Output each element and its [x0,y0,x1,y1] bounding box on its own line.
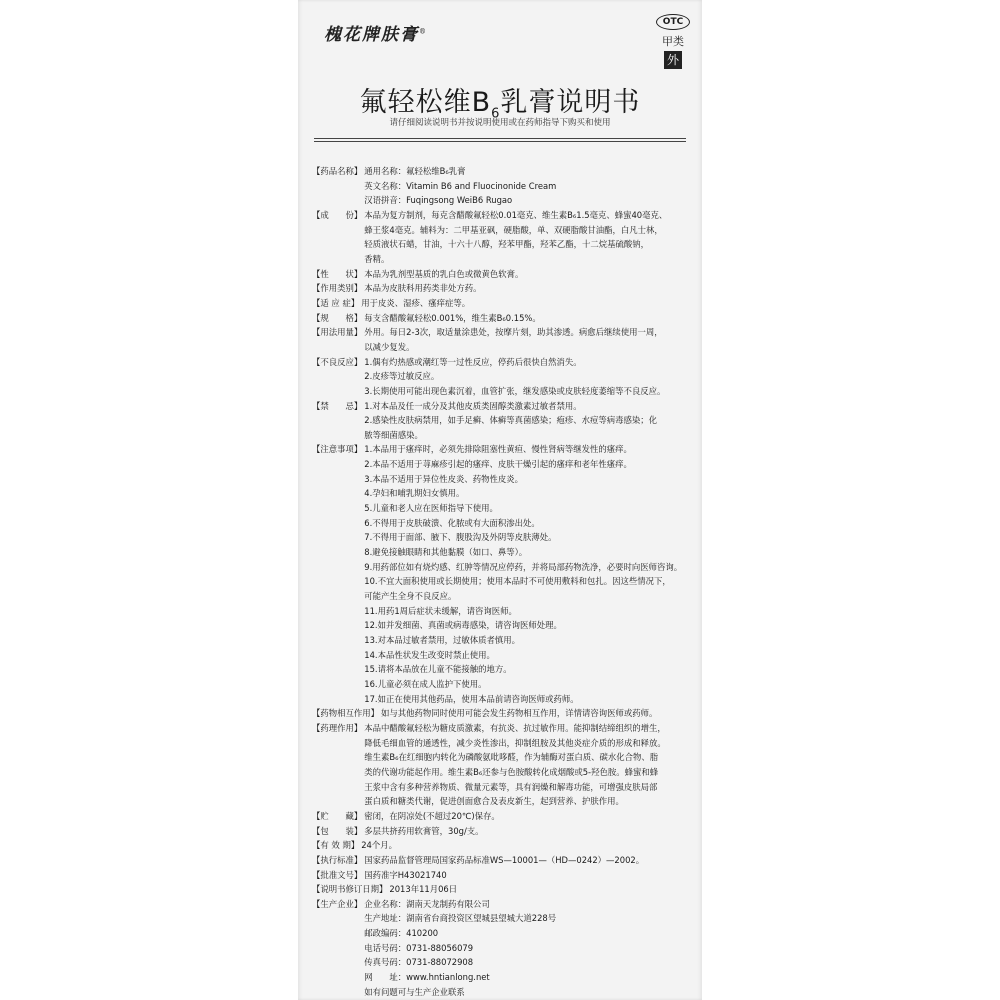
document-subtitle: 请仔细阅读说明书并按说明使用或在药师指导下购买和使用 [389,118,611,128]
section-body [364,311,696,326]
otc-badge: OTC [656,14,690,30]
section-label: 【药理作用】 [312,722,363,733]
section-line: 用于皮炎、湿疹、瘙痒症等。 [361,297,471,308]
divider-top [314,138,686,139]
section-line: 电话号码：0731-88056079 [364,942,474,953]
section-body [364,868,696,883]
section-label: 【用法用量】 [312,327,363,338]
section-body [364,897,696,1000]
section-label: 【规 格】 [312,312,363,323]
section-line: 蜂王浆4毫克。辅料为：二甲基亚砜，硬脂酸，单、双硬脂酸甘油酯，白凡士林， [364,224,663,235]
section-body [364,164,696,208]
section-line: 如与其他药物同时使用可能会发生药物相互作用，详情请咨询医师或药师。 [381,708,658,719]
section-line: 本品为复方制剂，每克含醋酸氟轻松0.01毫克、维生素B₆1.5毫克、蜂蜜40毫克、 [364,209,668,220]
section-body [364,281,696,296]
section-11 [312,721,696,809]
section-line: 国家药品监督管理局国家药品标准WS—10001—（HD—0242）—2002。 [364,854,645,865]
section-17 [312,882,696,897]
section-line: 24个月。 [361,840,397,851]
section-label: 【有 效 期】 [312,840,360,851]
section-line: 2.本品不适用于荨麻疹引起的瘙痒、皮肤干燥引起的瘙痒和老年性瘙痒。 [364,459,632,470]
section-line: 网 址：www.hntianlong.net [364,972,490,983]
section-line: 蛋白质和糖类代谢，促进创面愈合及表皮新生，起到营养、护肤作用。 [364,796,624,807]
brand-name: 槐花牌肤膏 [324,25,419,45]
section-5 [312,311,696,326]
section-9 [312,442,696,706]
section-line: 英文名称：Vitamin B6 and Fluocinonide Cream [364,180,557,191]
section-line: 2.感染性皮肤病禁用，如手足癣、体癣等真菌感染；疱疹、水痘等病毒感染；化 [364,415,657,426]
section-line: 7.不得用于面部、腋下、腹股沟及外阴等皮肤薄处。 [364,532,557,543]
section-line: 5.儿童和老人应在医师指导下使用。 [364,503,498,514]
section-line: 香精。 [364,253,390,264]
section-12 [312,809,696,824]
section-label: 【生产企业】 [312,898,363,909]
section-line: 8.避免接触眼睛和其他黏膜（如口、鼻等）。 [364,547,528,558]
registered-mark: ® [419,27,428,36]
section-line: 如有问题可与生产企业联系 [364,986,465,997]
section-16 [312,868,696,883]
section-body [364,442,696,706]
section-label: 【包 装】 [312,825,363,836]
section-line: 汉语拼音：Fuqingsong WeiB6 Rugao [364,195,513,206]
section-label: 【性 状】 [312,268,363,279]
brand-logo [324,20,428,45]
section-body [364,355,696,399]
section-line: 3.长期使用可能出现色素沉着，血管扩张，继发感染或皮肤轻度萎缩等不良反应。 [364,385,666,396]
section-line: 维生素B₆在红细胞内转化为磷酸氨吡哆醛，作为辅酶对蛋白质、碳水化合物、脂 [364,752,659,763]
section-line: 4.孕妇和哺乳期妇女慎用。 [364,488,465,499]
section-2 [312,267,696,282]
section-line: 可能产生全身不良反应。 [364,591,457,602]
section-label: 【注意事项】 [312,444,363,455]
section-line: 通用名称：氟轻松维B₆乳膏 [364,166,466,176]
section-15 [312,853,696,868]
section-label: 【贮 藏】 [312,810,363,821]
section-body [364,721,696,809]
otc-mark [656,14,690,69]
section-10 [312,706,696,721]
section-body [364,267,696,282]
section-body [364,399,696,443]
section-body [364,824,696,839]
section-body [381,706,696,721]
section-14 [312,838,696,853]
section-line: 11.用药1周后症状未缓解，请咨询医师。 [364,605,517,616]
section-8 [312,399,696,443]
section-line: 企业名称：湖南天龙制药有限公司 [364,898,490,909]
section-line: 国药准字H43021740 [364,869,447,880]
section-line: 10.不宜大面积使用或长期使用；使用本品时不可使用敷料和包扎。因这些情况下， [364,576,671,587]
section-body [364,809,696,824]
section-label: 【成 份】 [312,209,363,220]
section-line: 2013年11月06日 [389,884,458,895]
section-4 [312,296,696,311]
section-line: 传真号码：0731-88072908 [364,957,474,968]
section-line: 本品中醋酸氟轻松为糖皮质激素，有抗炎、抗过敏作用。能抑制结缔组织的增生， [364,722,666,733]
section-line: 类的代谢功能起作用。维生素B₆还参与色胺酸转化成烟酸或5-羟色胺。蜂蜜和蜂 [364,766,659,777]
section-body [361,296,696,311]
section-line: 外用。每日2-3次，取适量涂患处，按摩片刻，助其渗透。病愈后继续使用一周， [364,327,663,338]
section-1 [312,208,696,267]
otc-class: 甲类 [662,35,684,48]
section-line: 生产地址：湖南省台商投资区望城县望城大道228号 [364,913,557,924]
section-18 [312,897,696,1000]
section-line: 2.皮疹等过敏反应。 [364,371,440,382]
section-line: 王浆中含有多种营养物质、微量元素等，具有润燥和解毒功能，可增强皮肤局部 [364,781,658,792]
section-label: 【批准文号】 [312,869,363,880]
section-line: 降低毛细血管的通透性，减少炎性渗出，抑制组胺及其他炎症介质的形成和释放。 [364,737,666,748]
section-line: 1.对本品及任一成分及其他皮质类固醇类激素过敏者禁用。 [364,400,582,411]
section-label: 【禁 忌】 [312,400,363,411]
section-0 [312,164,696,208]
section-label: 【药品名称】 [312,166,363,176]
section-13 [312,824,696,839]
section-line: 本品为乳剂型基质的乳白色或微黄色软膏。 [364,268,524,279]
section-line: 6.不得用于皮肤破溃、化脓或有大面积渗出处。 [364,517,540,528]
section-line: 16.儿童必须在成人监护下使用。 [364,678,487,689]
section-body [389,882,696,897]
section-line: 以减少复发。 [364,341,415,352]
section-line: 9.用药部位如有烧灼感、红肿等情况应停药，并将局部药物洗净，必要时向医师咨询。 [364,561,683,572]
leaflet-paper [298,0,702,1000]
section-label: 【作用类别】 [312,283,363,294]
section-line: 脓等细菌感染。 [364,429,423,440]
section-6 [312,325,696,354]
section-line: 1.偶有灼热感或潮红等一过性反应，停药后很快自然消失。 [364,356,582,367]
otc-type: 外 [664,51,682,69]
section-line: 13.对本品过敏者禁用，过敏体质者慎用。 [364,635,520,645]
section-label: 【适 应 症】 [312,297,360,308]
section-line: 1.本品用于瘙痒时，必须先排除阻塞性黄疸、慢性肾病等继发性的瘙痒。 [364,444,632,455]
section-7 [312,355,696,399]
divider-top-2 [314,141,686,142]
section-line: 轻质液状石蜡，甘油，十六十八醇，羟苯甲酯，羟苯乙酯，十二烷基硫酸钠， [364,239,649,250]
section-body [361,838,696,853]
section-body [364,325,696,354]
section-line: 17.如正在使用其他药品，使用本品前请咨询医师或药师。 [364,693,579,704]
section-line: 密闭，在阴凉处(不超过20℃)保存。 [364,810,500,821]
section-3 [312,281,696,296]
section-label: 【执行标准】 [312,854,363,865]
section-label: 【说明书修订日期】 [312,884,388,895]
section-line: 每支含醋酸氟轻松0.001%，维生素B₆0.15%。 [364,312,541,323]
section-label: 【药物相互作用】 [312,708,379,719]
section-line: 15.请将本品放在儿童不能接触的地方。 [364,664,512,675]
document-title: 氟轻松维$B_6$乳膏说明书 [359,87,641,122]
section-body [364,208,696,267]
section-label: 【不良反应】 [312,356,363,367]
section-line: 3.本品不适用于异位性皮炎、药物性皮炎。 [364,473,523,484]
section-line: 邮政编码：410200 [364,928,439,939]
leaflet-sections [312,164,696,999]
section-line: 14.本品性状发生改变时禁止使用。 [364,649,495,660]
section-line: 本品为皮肤科用药类非处方药。 [364,283,482,294]
section-body [364,853,696,868]
section-line: 12.如并发细菌、真菌或病毒感染，请咨询医师处理。 [364,620,562,631]
section-line: 多层共挤药用软膏管，30g/支。 [364,825,484,836]
